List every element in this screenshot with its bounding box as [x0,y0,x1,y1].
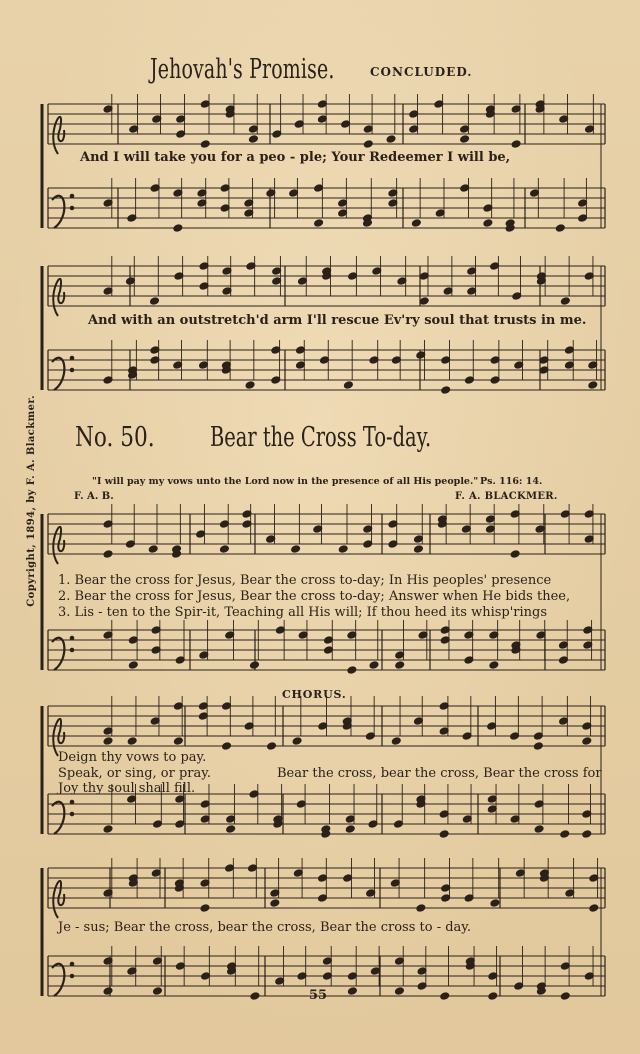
note-head [226,825,236,834]
chorus-label: CHORUS. [282,688,347,701]
note-head [267,742,277,751]
note-head [419,297,429,306]
concluded-label: CONCLUDED. [370,65,473,79]
note-head [338,545,348,554]
bass-clef-icon [52,638,64,670]
bass-clef-dot [70,206,74,210]
note-head [127,737,137,746]
note-head [343,381,353,390]
note-head [245,381,255,390]
hymn-title-jehovahs-promise: Jehovah's Promise. [150,54,335,85]
note-head [128,661,138,670]
note-head [152,987,162,996]
note-head [386,135,396,144]
note-head [173,224,183,233]
note-head [347,987,357,996]
bass-clef-icon [52,358,64,390]
hymn-title-bear-the-cross: Bear the Cross To-day. [210,422,432,453]
note-head [441,386,451,395]
note-head [488,992,498,1001]
note-head [248,135,258,144]
bass-clef-dot [70,194,74,198]
note-head [439,830,449,839]
note-head [347,666,357,675]
verse-1: 1. Bear the cross for Jesus, Bear the cross to-day; In His peoples' presence [58,573,552,588]
note-head [588,381,598,390]
note-head [534,825,544,834]
note-head [440,992,450,1001]
verse-end-2: Speak, or sing, or pray. [58,766,211,781]
verse-end-1: Deign thy vows to pay. [58,750,207,765]
lyric-line-top-2: And with an outstretch'd arm I'll rescue Ev'ry soul that trusts in me. [88,313,587,328]
note-head [200,140,210,149]
bass-clef-dot [70,648,74,652]
note-head [270,899,280,908]
note-head [411,219,421,228]
note-head [395,661,405,670]
note-head [345,825,355,834]
note-head [560,992,570,1001]
note-head [391,737,401,746]
verse-2: 2. Bear the cross for Jesus, Bear the cross to-day; Answer when He bids thee, [58,589,571,604]
note-head [489,661,499,670]
note-head [173,737,183,746]
note-head [222,742,232,751]
note-head [394,987,404,996]
page-number: 55 [309,988,328,1003]
bass-clef-dot [70,356,74,360]
note-head [483,219,493,228]
note-head [291,545,301,554]
note-head [555,224,565,233]
scripture-reference: Ps. 116: 14. [480,476,543,487]
note-head [250,661,260,670]
bass-clef-dot [70,800,74,804]
note-head [369,661,379,670]
bass-clef-dot [70,368,74,372]
bass-clef-icon [52,802,64,834]
bass-clef-dot [70,974,74,978]
note-head [413,545,423,554]
treble-clef-icon [53,117,64,154]
note-head [103,987,113,996]
note-head [150,297,160,306]
music-credit: F. A. BLACKMER. [455,491,558,502]
note-head [314,219,324,228]
note-head [533,742,543,751]
lyric-line-top-1: And I will take you for a peo - ple; Your Redeemer I will be, [80,150,511,165]
bass-clef-dot [70,812,74,816]
words-credit: F. A. B. [74,491,114,502]
bass-clef-icon [52,196,64,228]
treble-clef-icon [53,881,64,918]
note-head [250,992,260,1001]
bass-clef-icon [52,964,64,996]
bass-clef-dot [70,962,74,966]
note-head [200,904,210,913]
note-head [582,830,592,839]
note-head [510,550,520,559]
note-head [416,904,426,913]
note-head [103,737,113,746]
note-head [103,825,113,834]
note-head [490,899,500,908]
chorus-line-2: Je - sus; Bear the cross, bear the cross, Bear the cross to - day. [58,920,472,935]
epigraph: "I will pay my vows unto the Lord now in the presence of all His people." [92,476,479,487]
note-head [219,545,229,554]
note-head [103,550,113,559]
note-head [560,830,570,839]
verse-end-3: Joy thy soul shall fill. [58,781,196,796]
treble-clef-icon [53,279,64,316]
note-head [363,140,373,149]
copyright-notice: Copyright, 1894, by F. A. Blackmer. [26,395,37,607]
note-head [560,297,570,306]
treble-clef-icon [53,527,64,564]
note-head [292,737,302,746]
note-head [148,545,158,554]
note-head [460,135,470,144]
note-head [589,904,599,913]
bass-clef-dot [70,636,74,640]
note-head [511,140,521,149]
chorus-line-1: Bear the cross, bear the cross, Bear the cross for [277,766,602,781]
hymn-number: No. 50. [75,422,155,453]
verse-3: 3. Lis - ten to the Spir-it, Teaching all His will; If thou heed its whisp'rings [58,605,548,620]
note-head [582,737,592,746]
